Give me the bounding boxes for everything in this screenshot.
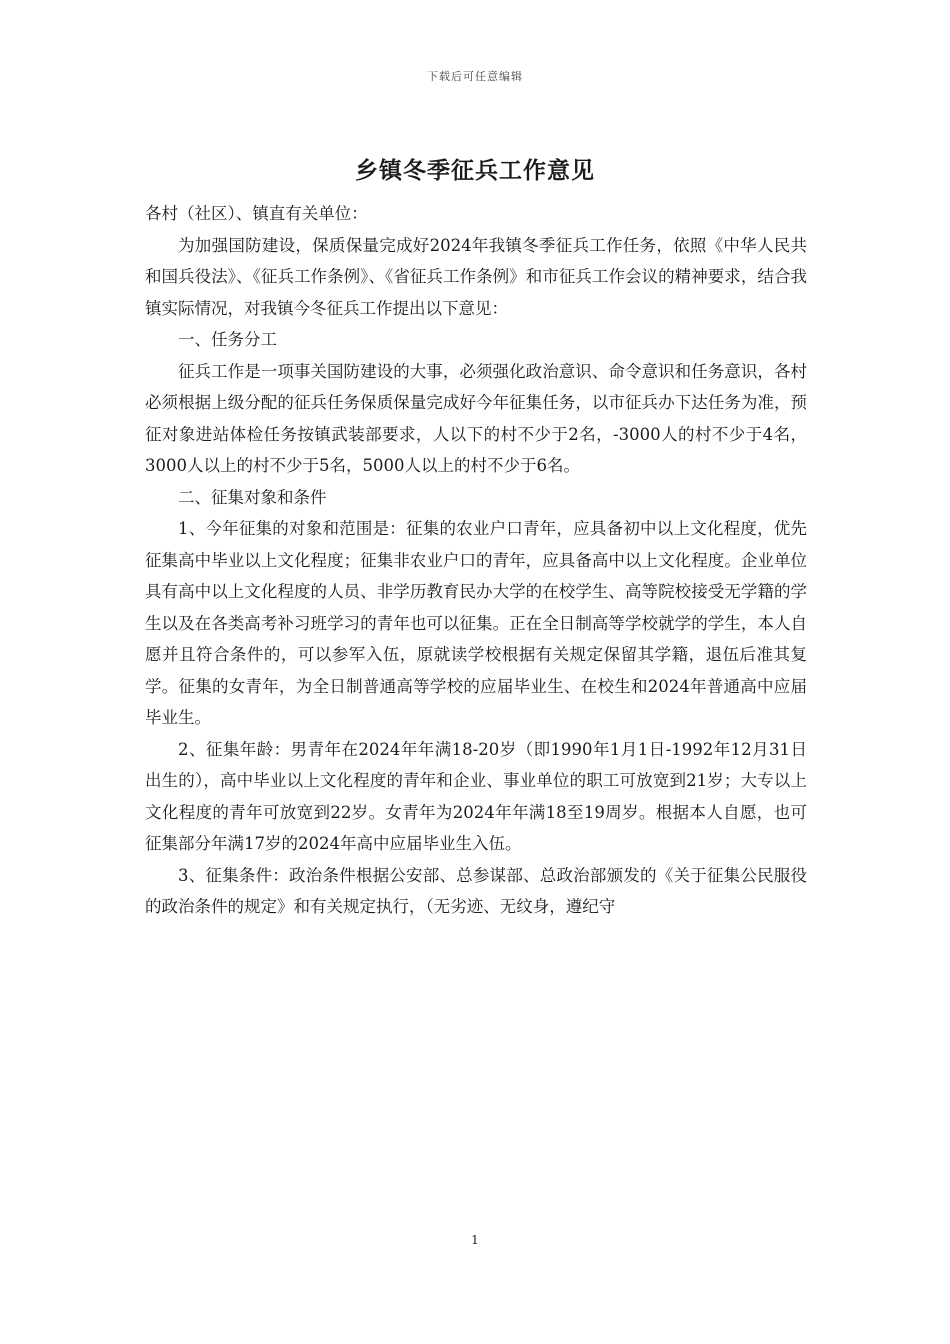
section-heading-task-division: 一、任务分工: [178, 330, 277, 349]
paragraph-task-division: 征兵工作是一项事关国防建设的大事，必须强化政治意识、命令意识和任务意识，各村必须根据上级分配的征兵任务保质保量完成好今年征集任务，以市征兵办下达任务为准，预征对象进站体检任务按镇武装部要求，人以下的村不少于2名，-3000人的村不少于4名，3000人以上的村不少于5名，5000人以上的村不少于6名。: [145, 361, 807, 475]
document-title: 乡镇冬季征兵工作意见: [355, 157, 595, 184]
page-number: 1: [471, 1233, 479, 1247]
paragraph-intro: 为加强国防建设，保质保量完成好2024年我镇冬季征兵工作任务，依照《中华人民共和国兵役法》、《征兵工作条例》、《省征兵工作条例》和市征兵工作会议的精神要求，结合我镇实际情况，对我镇今冬征兵工作提出以下意见：: [145, 235, 807, 318]
section-heading-recruitment-conditions: 二、征集对象和条件: [178, 487, 327, 507]
paragraph-recruitment-requirements: 3、征集条件：政治条件根据公安部、总参谋部、总政治部颁发的《关于征集公民服役的政治条件的规定》和有关规定执行，（无劣迹、无纹身，遵纪守: [145, 865, 807, 916]
paragraph-recruitment-scope: 1、今年征集的对象和范围是：征集的农业户口青年，应具备初中以上文化程度，优先征集高中毕业以上文化程度；征集非农业户口的青年，应具备高中以上文化程度。企业单位具有高中以上文化程度的人员、非学历教育民办大学的在校学生、高等院校接受无学籍的学生以及在各类高考补习班学习的青年也可以征集。正在全日制高等学校就学的学生，本人自愿并且符合条件的，可以参军入伍，原就读学校根据有关规定保留其学籍，退伍后准其复学。征集的女青年，为全日制普通高等学校的应届毕业生、在校生和2024年普通高中应届毕业生。: [145, 519, 807, 727]
salutation: 各村（社区）、镇直有关单位：: [145, 204, 368, 223]
paragraph-recruitment-age: 2、征集年龄：男青年在2024年年满18-20岁（即1990年1月1日-1992年12月31日出生的），高中毕业以上文化程度的青年和企业、事业单位的职工可放宽到21岁；大专以上文化程度的青年可放宽到22岁。女青年为2024年年满18至19周岁。根据本人自愿，也可征集部分年满17岁的2024年高中应届毕业生入伍。: [145, 739, 807, 853]
document-body: [145, 198, 807, 923]
header-note: 下载后可任意编辑: [427, 70, 523, 83]
